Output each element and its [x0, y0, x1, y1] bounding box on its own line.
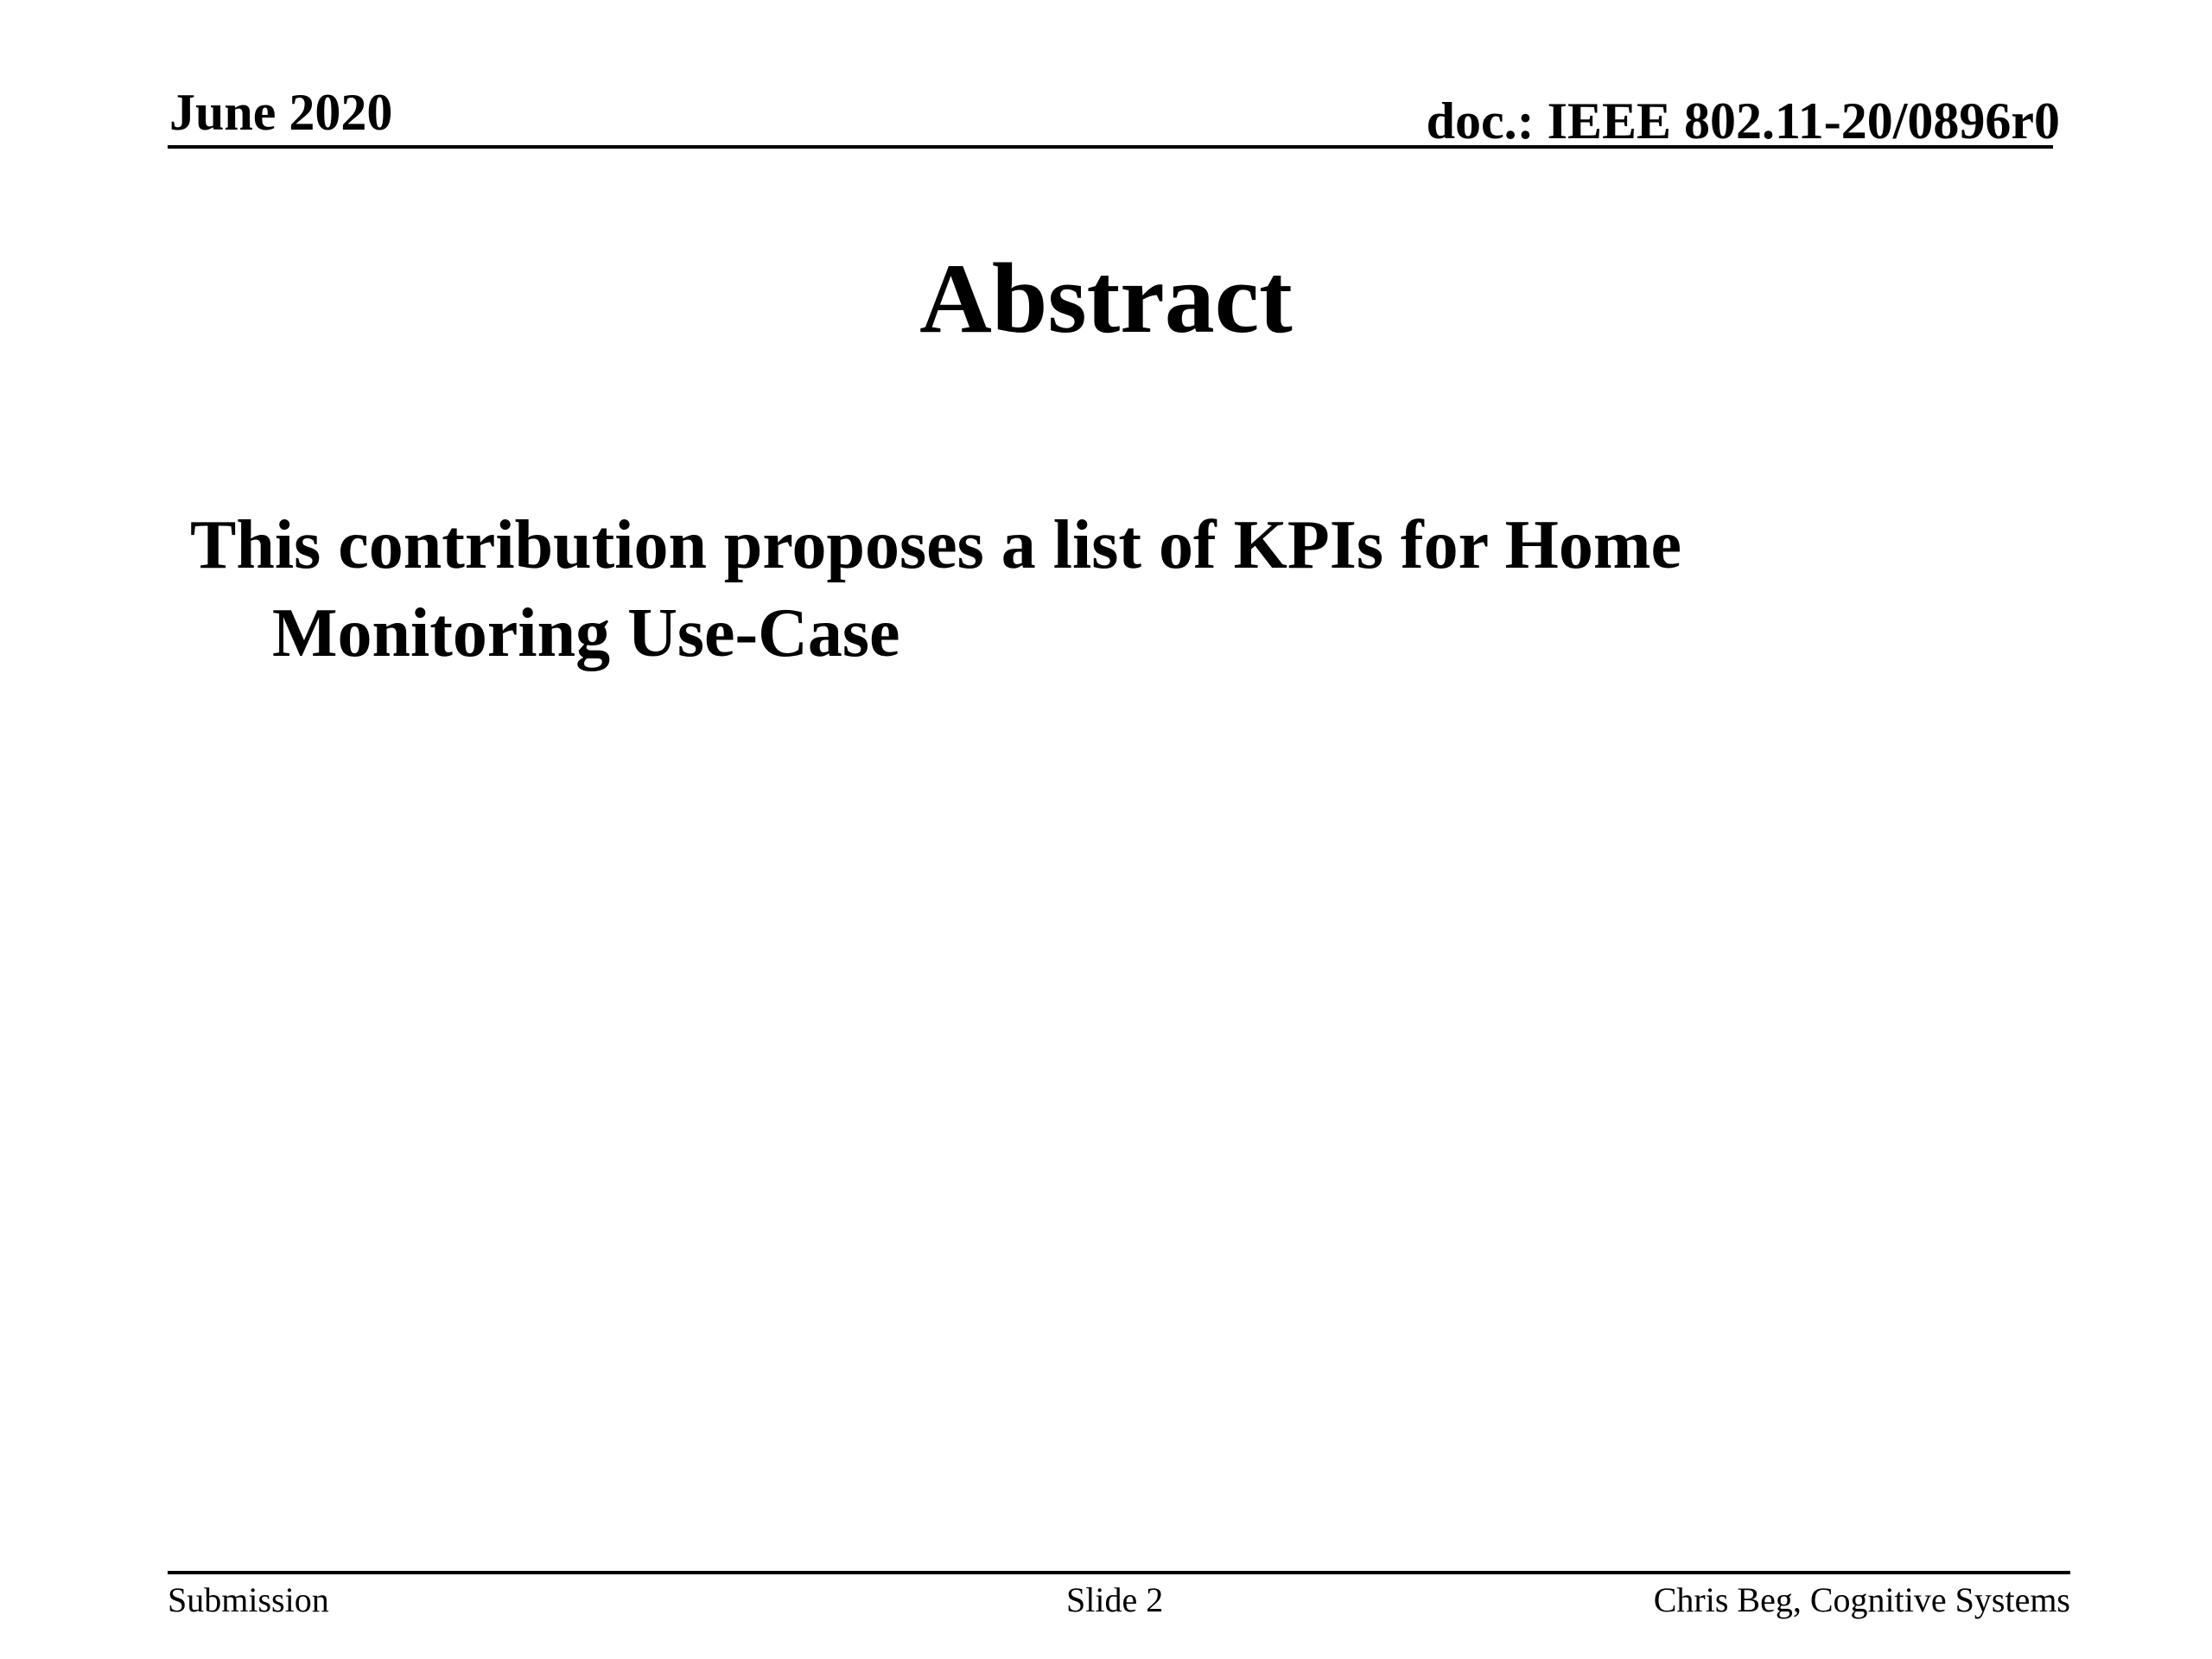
header-date: June 2020 [169, 84, 393, 141]
footer-slide-number: Slide 2 [1066, 1580, 1164, 1619]
header-document-id: doc.: IEEE 802.11-20/0896r0 [1426, 92, 2060, 149]
footer-divider [168, 1571, 2070, 1574]
footer-author: Chris Beg, Cognitive Systems [1653, 1580, 2070, 1619]
slide-body-text: This contribution proposes a list of KPIs for Home Monitoring Use-Case [190, 507, 1682, 671]
slide-title: Abstract [919, 244, 1293, 354]
header-divider [168, 145, 2053, 149]
footer-submission-label: Submission [168, 1580, 329, 1619]
